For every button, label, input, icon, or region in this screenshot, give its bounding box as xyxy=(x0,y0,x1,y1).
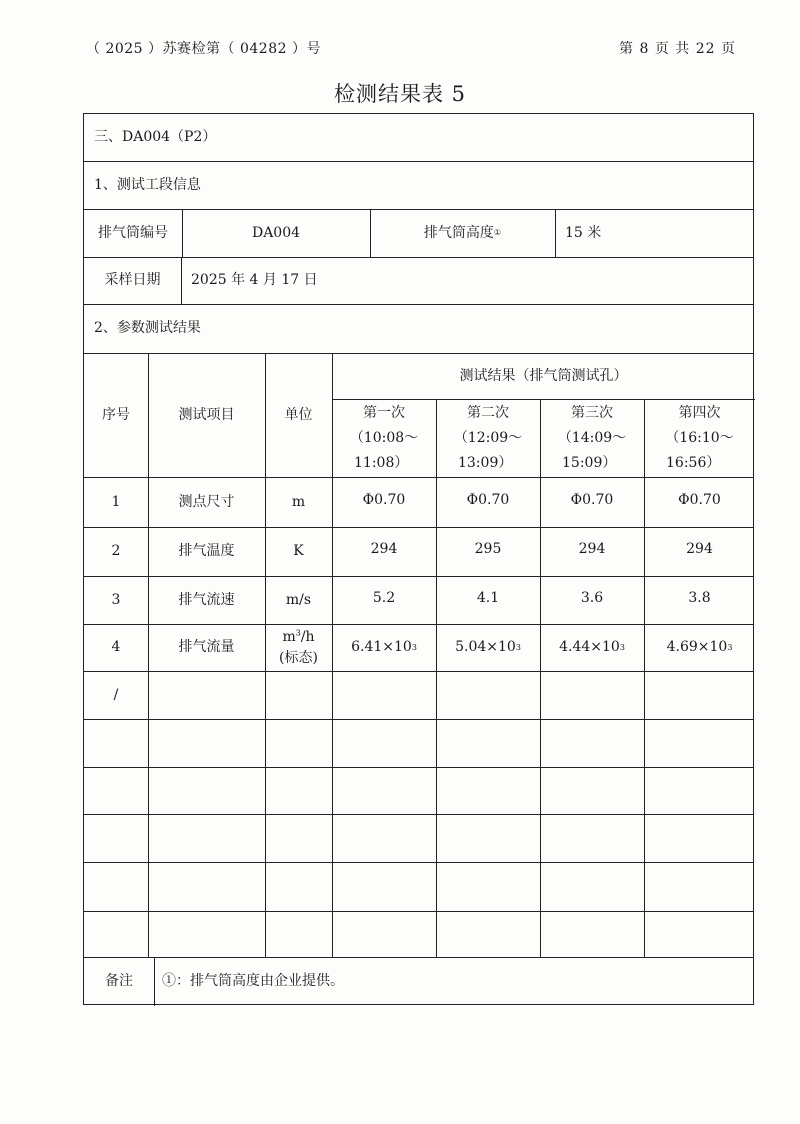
run-time-start: （12:09～ xyxy=(453,429,523,446)
run-time-start: （14:09～ xyxy=(557,429,627,446)
table-row-4-unit xyxy=(265,624,332,671)
table-row-3-unit: m/s xyxy=(285,591,312,608)
table-row-1-item: 测点尺寸 xyxy=(178,493,235,510)
table-row-2-value-2: 295 xyxy=(474,541,502,557)
table-row-1-value-3: Φ0.70 xyxy=(570,491,614,508)
table-row-1-value-2: Φ0.70 xyxy=(466,491,510,508)
table-row-2-value-3: 294 xyxy=(578,541,606,557)
table-row-2-value-4: 294 xyxy=(686,541,713,557)
run-header-1 xyxy=(332,399,436,477)
table-row-1-value-1: Φ0.70 xyxy=(362,491,406,508)
stack-height-label: 排气筒高度 ① xyxy=(370,209,555,257)
table-row-4-value-4: 4.69×10 3 xyxy=(666,639,733,655)
page-title: 检测结果表 5 xyxy=(333,82,467,106)
sampling-date-label: 采样日期 xyxy=(104,272,161,288)
run-header-2 xyxy=(436,399,540,477)
page-info: 第 8 页 共 22 页 xyxy=(619,41,736,57)
stack-no-label: 排气筒编号 xyxy=(98,224,168,241)
work-info-heading: 1、测试工段信息 xyxy=(94,176,201,193)
run-header-4 xyxy=(644,399,755,477)
unit-standard-condition: (标态) xyxy=(279,649,318,666)
run-label: 第二次 xyxy=(467,404,509,421)
table-row-3-value-1: 5.2 xyxy=(372,589,396,606)
params-heading: 2、参数测试结果 xyxy=(94,320,201,336)
empty-row-marker: / xyxy=(113,686,119,703)
table-row-3-seq: 3 xyxy=(111,591,121,608)
run-label: 第一次 xyxy=(363,404,405,421)
remark-label: 备注 xyxy=(105,973,133,989)
col-divider xyxy=(555,209,556,257)
col-header-item: 测试项目 xyxy=(178,406,235,423)
row-divider xyxy=(84,862,753,863)
table-row-2-value-1: 294 xyxy=(370,541,398,557)
table-row-2-unit: K xyxy=(293,543,304,559)
table-row-1-seq: 1 xyxy=(111,493,121,510)
table-row-2-seq: 2 xyxy=(111,543,121,559)
unit-flow: $m^3/h$ xyxy=(282,627,315,645)
table-row-4-value-1: 6.41×10 3 xyxy=(351,639,417,655)
stack-height-label-text: 排气筒高度 xyxy=(423,224,494,241)
table-row-4-seq: 4 xyxy=(111,639,121,655)
results-table xyxy=(83,113,754,1005)
table-row-3-value-2: 4.1 xyxy=(476,589,500,606)
stack-no-value: DA004 xyxy=(251,224,301,241)
run-time-end: 11:08） xyxy=(354,454,409,471)
table-row-3-value-3: 3.6 xyxy=(580,589,604,606)
col-header-seq: 序号 xyxy=(102,406,130,423)
col-divider xyxy=(181,257,182,304)
section-title: 三、DA004（P2） xyxy=(94,129,217,145)
table-row-1-unit: m xyxy=(291,493,306,510)
table-row-3-item: 排气流速 xyxy=(178,591,235,608)
run-time-end: 15:09） xyxy=(562,454,617,471)
run-label: 第三次 xyxy=(571,404,613,421)
run-time-start: （10:08～ xyxy=(349,429,419,446)
col-header-results: 测试结果（排气筒测试孔） xyxy=(459,367,628,384)
run-time-end: 13:09） xyxy=(458,454,513,471)
row-divider xyxy=(84,767,753,768)
report-number: （ 2025 ）苏赛检第（ 04282 ）号 xyxy=(86,41,321,57)
run-time-end: 16:56） xyxy=(666,454,721,471)
table-row-1-value-4: Φ0.70 xyxy=(678,491,721,508)
run-time-start: （16:10～ xyxy=(665,429,734,446)
sampling-date-value: 2025 年 4 月 17 日 xyxy=(191,272,318,288)
run-header-3 xyxy=(540,399,644,477)
remark-text: ①：排气筒高度由企业提供。 xyxy=(162,973,344,989)
table-row-4-item: 排气流量 xyxy=(178,639,235,655)
run-label: 第四次 xyxy=(678,404,721,421)
table-row-4-value-2: 5.04×10 3 xyxy=(455,639,521,655)
table-row-3-value-4: 3.8 xyxy=(688,589,711,606)
row-divider xyxy=(84,671,753,672)
col-header-unit: 单位 xyxy=(284,406,313,423)
table-row-2-item: 排气温度 xyxy=(178,543,235,559)
stack-height-value: 15 米 xyxy=(565,224,602,241)
col-divider xyxy=(154,957,155,1006)
row-divider xyxy=(84,719,753,720)
row-divider xyxy=(84,814,753,815)
table-row-4-value-3: 4.44×10 3 xyxy=(559,639,625,655)
row-divider xyxy=(84,911,753,912)
